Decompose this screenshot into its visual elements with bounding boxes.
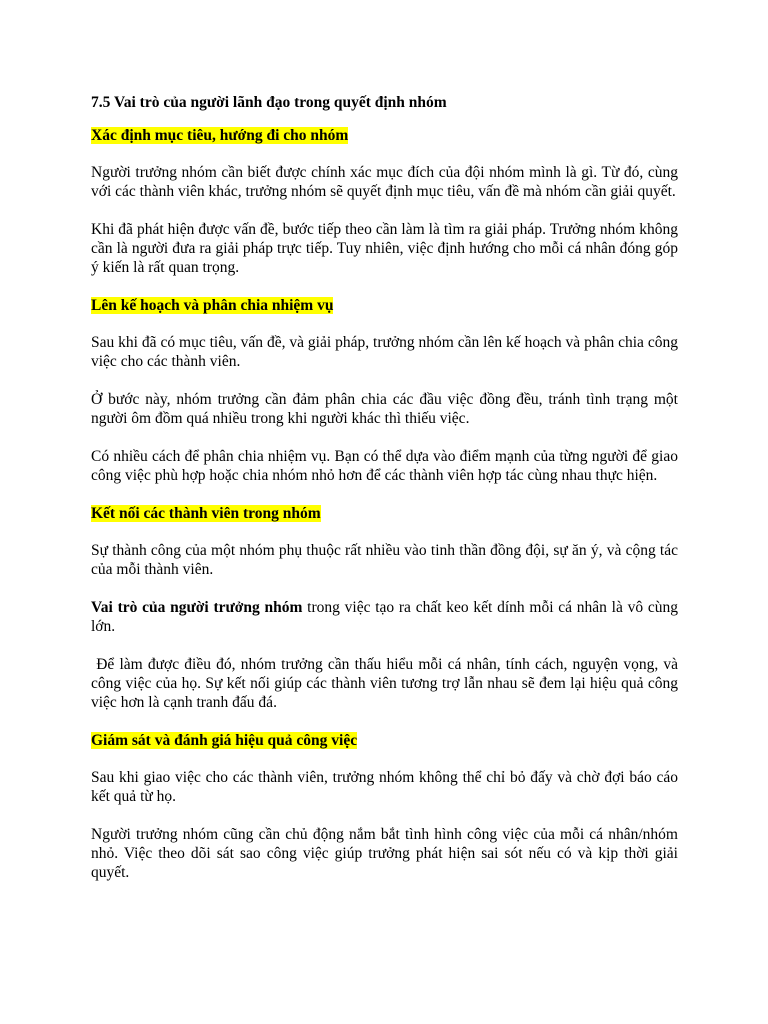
paragraph: Ở bước này, nhóm trưởng cần đảm phân chia các đầu việc đồng đều, tránh tình trạng một người ôm đồm quá nhiều trong khi người khác thì thiếu việc.	[91, 391, 678, 427]
paragraph: Sau khi đã có mục tiêu, vấn đề, và giải pháp, trưởng nhóm cần lên kế hoạch và phân chia công việc cho các thành viên.	[91, 334, 678, 370]
paragraph	[91, 598, 678, 636]
section-heading-goals	[91, 126, 678, 145]
paragraph: Để làm được điều đó, nhóm trưởng cần thấu hiểu mỗi cá nhân, tính cách, nguyện vọng, và công việc của họ. Sự kết nối giúp các thành viên tương trợ lẫn nhau sẽ đem lại hiệu quả công việc hơn là cạnh tranh đấu đá.	[91, 656, 682, 711]
highlighted-heading-text: Lên kế hoạch và phân chia nhiệm vụ	[91, 297, 334, 314]
paragraph: Sự thành công của một nhóm phụ thuộc rất nhiều vào tinh thần đồng đội, sự ăn ý, và cộng tác của mỗi thành viên.	[91, 542, 678, 578]
highlighted-heading-text: Giám sát và đánh giá hiệu quả công việc	[91, 732, 358, 749]
document-title: 7.5 Vai trò của người lãnh đạo trong quyết định nhóm	[91, 94, 447, 111]
section-heading-connecting	[91, 504, 678, 523]
highlighted-heading-text: Xác định mục tiêu, hướng đi cho nhóm	[91, 127, 349, 144]
paragraph: Người trưởng nhóm cần biết được chính xác mục đích của đội nhóm mình là gì. Từ đó, cùng với các thành viên khác, trưởng nhóm sẽ quyết định mục tiêu, vấn đề mà nhóm cần giải quyết.	[91, 164, 678, 200]
paragraph: Sau khi giao việc cho các thành viên, trưởng nhóm không thể chỉ bỏ đấy và chờ đợi báo cáo kết quả từ họ.	[91, 769, 678, 805]
paragraph: Có nhiều cách để phân chia nhiệm vụ. Bạn có thể dựa vào điểm mạnh của từng người để giao công việc phù hợp hoặc chia nhóm nhỏ hơn để các thành viên hợp tác cùng nhau thực hiện.	[91, 448, 678, 484]
section-heading-planning	[91, 296, 678, 315]
section-heading-monitoring	[91, 731, 678, 750]
bold-phrase: Vai trò của người trưởng nhóm	[91, 599, 303, 616]
paragraph: Người trưởng nhóm cũng cần chủ động nắm bắt tình hình công việc của mỗi cá nhân/nhóm nhỏ. Việc theo dõi sát sao công việc giúp trưởng phát hiện sai sót nếu có và kịp thời giải quyết.	[91, 826, 678, 881]
paragraph: Khi đã phát hiện được vấn đề, bước tiếp theo cần làm là tìm ra giải pháp. Trưởng nhóm không cần là người đưa ra giải pháp trực tiếp. Tuy nhiên, việc định hướng cho mỗi cá nhân đóng góp ý kiến là rất quan trọng.	[91, 221, 678, 276]
paragraph-text: trong việc tạo ra chất keo kết dính mỗi cá nhân là vô cùng lớn.	[91, 599, 678, 635]
highlighted-heading-text: Kết nối các thành viên trong nhóm	[91, 505, 321, 522]
